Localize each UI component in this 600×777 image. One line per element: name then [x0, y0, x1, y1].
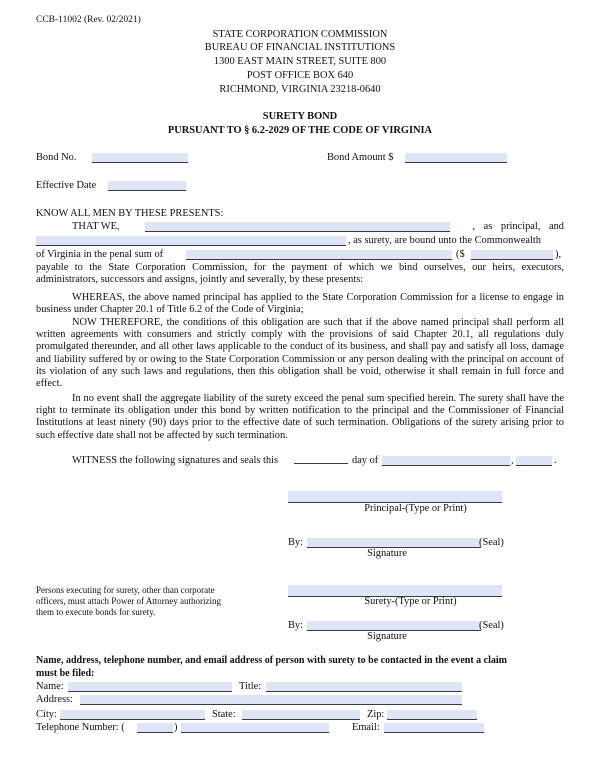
contact-title-field[interactable] — [266, 682, 462, 692]
surety-signature-caption: Signature — [367, 631, 407, 642]
principal-signature-caption: Signature — [367, 548, 407, 559]
principal-by-label: By: — [288, 537, 304, 548]
contact-email-field[interactable] — [384, 723, 484, 733]
bond-amount-field[interactable] — [405, 153, 507, 163]
contact-name-label: Name: — [36, 681, 64, 692]
bond-subtitle: PURSUANT TO § 6.2-2029 OF THE CODE OF VIRGINIA — [167, 125, 433, 136]
bond-amount-label: Bond Amount $ — [327, 152, 394, 163]
poa-note-line-1: Persons executing for surety, other than corporate — [36, 585, 215, 595]
contact-address-field[interactable] — [80, 695, 462, 705]
as-principal-text: , as principal, and — [472, 221, 564, 232]
in-no-event-paragraph: In no event shall the aggregate liability of the surety exceed the penal sum specified herein. The surety shall have the right to terminate its obligation under this bond by written notification to the principal and the Commissioner of Financial Institutions at least ninety (90) days prior to the effective date of such termination. Obligations of the surety arising prior to such effective date shall not be affected by such termination. — [36, 393, 564, 441]
surety-print-label: Surety-(Type or Print) — [364, 596, 457, 607]
contact-city-label: City: — [36, 709, 57, 720]
principal-signature-field[interactable] — [307, 538, 481, 548]
as-surety-text: , as surety, are bound unto the Commonwealth — [348, 235, 541, 246]
contact-email-label: Email: — [352, 722, 380, 733]
day-of-text: day of — [352, 455, 379, 466]
header-line-5: RICHMOND, VIRGINIA 23218-0640 — [219, 84, 381, 95]
contact-city-field[interactable] — [60, 710, 205, 720]
surety-seal-label: (Seal) — [479, 620, 504, 631]
witness-text: WITNESS the following signatures and seals this — [72, 455, 279, 466]
paren-close: ), — [555, 249, 562, 260]
contact-address-label: Address: — [36, 694, 73, 705]
principal-name-print-field[interactable] — [288, 491, 502, 503]
effective-date-label: Effective Date — [36, 180, 97, 191]
header-line-4: POST OFFICE BOX 640 — [246, 70, 354, 81]
header-line-2: BUREAU OF FINANCIAL INSTITUTIONS — [204, 42, 396, 53]
surety-signature-field[interactable] — [307, 621, 481, 631]
know-all-men: KNOW ALL MEN BY THESE PRESENTS: — [36, 208, 224, 219]
header-line-3: 1300 EAST MAIN STREET, SUITE 800 — [213, 56, 387, 67]
now-therefore-paragraph: NOW THEREFORE, the conditions of this obligation are such that if the above named principal shall perform all written agreements with consumers and strictly comply with the provisions of said Chapter 20.1, all regulations duly promulgated thereunder, and all other laws applicable to the conduct of its business, and shall pay and satisfy all loss, damage and liability suffered by or owing to the State Corporation Commission or any person dealing with the principal on account of its violation of any such laws and regulations, then this obligation shall be void, otherwise it shall remain in full force and effect. — [36, 317, 564, 390]
contact-phone-field[interactable] — [181, 723, 329, 733]
header-line-1: STATE CORPORATION COMMISSION — [212, 29, 388, 40]
contact-state-field[interactable] — [242, 710, 360, 720]
penal-sum-amount-field[interactable] — [471, 250, 553, 260]
that-we: THAT WE, — [72, 221, 120, 232]
effective-date-field[interactable] — [108, 181, 186, 191]
contact-area-code-field[interactable] — [137, 723, 173, 733]
penal-sum-label: of Virginia in the penal sum of — [36, 249, 164, 260]
contact-zip-field[interactable] — [387, 710, 477, 720]
witness-comma: , — [511, 455, 514, 466]
bond-title: SURETY BOND — [262, 111, 338, 122]
contact-state-label: State: — [212, 709, 236, 720]
witness-day-field[interactable] — [294, 463, 348, 464]
principal-seal-label: (Seal) — [479, 537, 504, 548]
contact-heading-line-2: must be filed: — [36, 668, 95, 679]
surety-name-field[interactable] — [36, 236, 346, 246]
witness-period: . — [554, 455, 557, 466]
contact-zip-label: Zip: — [367, 709, 385, 720]
poa-note — [36, 585, 221, 618]
contact-name-field[interactable] — [68, 682, 232, 692]
penal-sum-words-field[interactable] — [186, 250, 452, 260]
whereas-paragraph: WHEREAS, the above named principal has applied to the State Corporation Commission for a license to engage in business under Chapter 20.1 of Title 6.2 of the Code of Virginia; — [36, 292, 564, 316]
contact-title-label: Title: — [239, 681, 262, 692]
principal-print-label: Principal-(Type or Print) — [364, 503, 467, 514]
paren-dollar: ($ — [456, 249, 465, 260]
witness-month-field[interactable] — [382, 456, 510, 466]
bond-no-field[interactable] — [92, 153, 188, 163]
poa-note-line-3: them to execute bonds for surety. — [36, 607, 156, 617]
witness-year-field[interactable] — [516, 456, 552, 466]
surety-by-label: By: — [288, 620, 304, 631]
principal-name-field[interactable] — [145, 222, 450, 232]
contact-phone-label: Telephone Number: ( — [36, 722, 125, 733]
bond-no-label: Bond No. — [36, 152, 77, 163]
payable-paragraph: payable to the State Corporation Commission, for the payment of which we bind ourselves, our heirs, executors, administrators, successors and assigns, jointly and severally, by these presents: — [36, 262, 564, 286]
contact-heading-line-1: Name, address, telephone number, and email address of person with surety to be contacted in the event a claim — [36, 655, 508, 666]
poa-note-line-2: officers, must attach Power of Attorney authorizing — [36, 596, 222, 606]
form-id: CCB-11002 (Rev. 02/2021) — [36, 15, 141, 25]
contact-phone-close-paren: ) — [174, 722, 178, 733]
